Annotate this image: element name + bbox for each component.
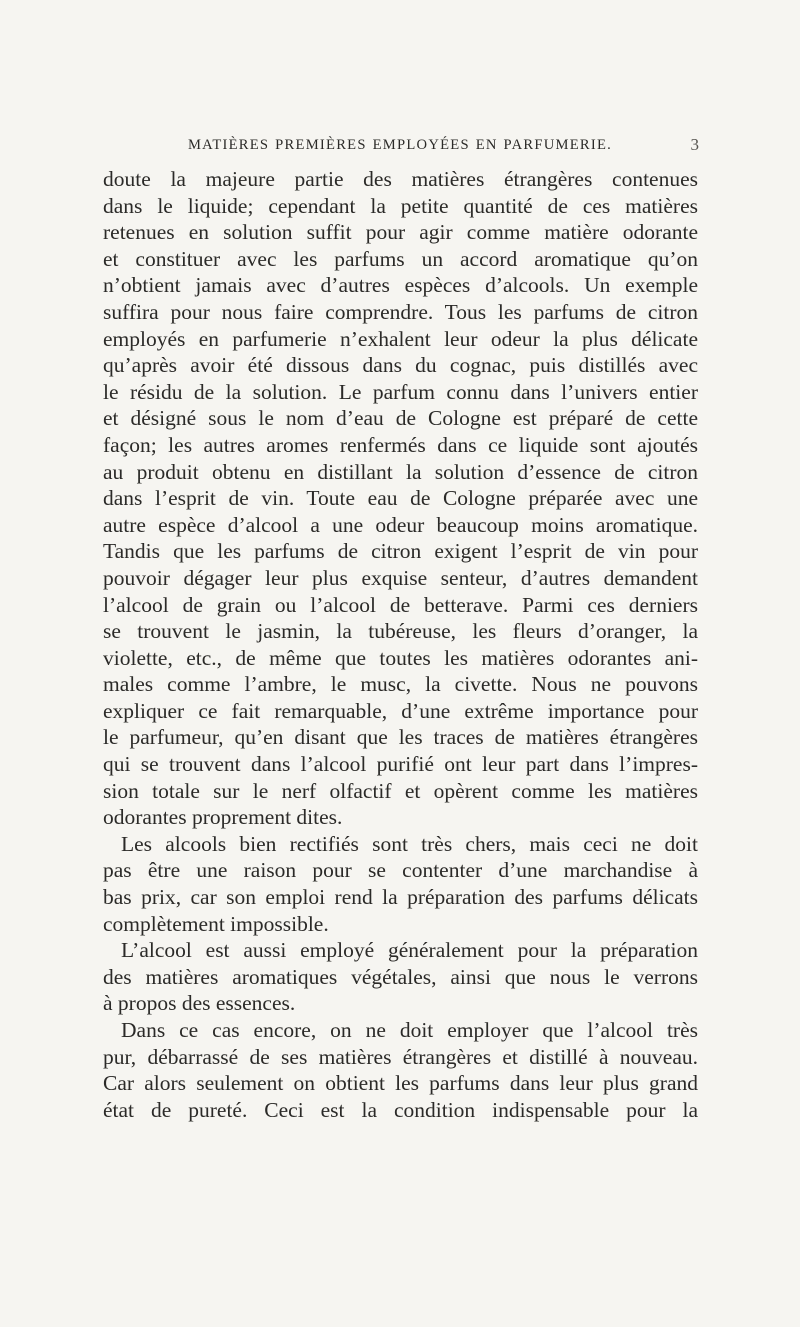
text-line: n’obtient jamais avec d’autres espèces d’alcools. Un exemple <box>103 273 698 298</box>
text-line: se trouvent le jasmin, la tubéreuse, les fleurs d’oranger, la <box>103 619 698 644</box>
text-line: le résidu de la solution. Le parfum connu dans l’univers entier <box>103 379 698 404</box>
text-line: complètement impossible. <box>103 911 329 936</box>
body-text <box>103 166 698 1123</box>
text-line: suffira pour nous faire comprendre. Tous les parfums de citron <box>103 299 698 324</box>
text-line: L’alcool est aussi employé généralement pour la préparation <box>121 938 698 963</box>
text-line: dans le liquide; cependant la petite quantité de ces matières <box>103 193 698 218</box>
text-line: doute la majeure partie des matières étrangères contenues <box>103 167 698 191</box>
text-line: Les alcools bien rectifiés sont très chers, mais ceci ne doit <box>121 831 698 856</box>
text-line: pouvoir dégager leur plus exquise senteur, d’autres demandent <box>103 565 698 590</box>
text-line: dans l’esprit de vin. Toute eau de Cologne préparée avec une <box>103 486 698 511</box>
text-line: à propos des essences. <box>103 991 296 1016</box>
text-line: état de pureté. Ceci est la condition indispensable pour la <box>103 1097 698 1122</box>
text-line: qui se trouvent dans l’alcool purifié ont leur part dans l’impres- <box>103 752 698 777</box>
text-line: Dans ce cas encore, on ne doit employer que l’alcool très <box>121 1018 698 1042</box>
text-line: l’alcool de grain ou l’alcool de betterave. Parmi ces derniers <box>103 592 698 617</box>
text-line: qu’après avoir été dissous dans du cognac, puis distillés avec <box>103 353 698 378</box>
text-line: façon; les autres aromes renfermés dans ce liquide sont ajoutés <box>103 432 698 457</box>
text-line: males comme l’ambre, le musc, la civette. Nous ne pouvons <box>103 672 698 697</box>
text-line: odorantes proprement dites. <box>103 805 343 830</box>
text-line: retenues en solution suffit pour agir comme matière odorante <box>103 220 698 245</box>
text-line: bas prix, car son emploi rend la préparation des parfums délicats <box>103 885 698 910</box>
text-line: autre espèce d’alcool a une odeur beaucoup moins aromatique. <box>103 512 698 537</box>
text-line: et constituer avec les parfums un accord aromatique qu’on <box>103 246 698 271</box>
text-line: sion totale sur le nerf olfactif et opèrent comme les matières <box>103 778 698 803</box>
text-line: Tandis que les parfums de citron exigent l’esprit de vin pour <box>103 539 698 564</box>
text-line: le parfumeur, qu’en disant que les traces de matières étrangères <box>103 725 698 750</box>
text-line: violette, etc., de même que toutes les matières odorantes ani- <box>103 645 698 670</box>
text-line: expliquer ce fait remarquable, d’une extrême importance pour <box>103 698 698 723</box>
text-line: Car alors seulement on obtient les parfums dans leur plus grand <box>103 1071 698 1096</box>
text-line: des matières aromatiques végétales, ainsi que nous le verrons <box>103 964 698 989</box>
text-line: pas être une raison pour se contenter d’une marchandise à <box>103 858 698 883</box>
page-number: 3 <box>690 135 699 154</box>
text-line: au produit obtenu en distillant la solution d’essence de citron <box>103 459 698 484</box>
running-title: MATIÈRES PREMIÈRES EMPLOYÉES EN PARFUMERIE. <box>187 137 613 153</box>
running-head <box>103 133 697 157</box>
text-line: pur, débarrassé de ses matières étrangères et distillé à nouveau. <box>103 1044 698 1069</box>
text-line: employés en parfumerie n’exhalent leur odeur la plus délicate <box>103 326 698 351</box>
text-line: et désigné sous le nom d’eau de Cologne est préparé de cette <box>103 406 698 431</box>
